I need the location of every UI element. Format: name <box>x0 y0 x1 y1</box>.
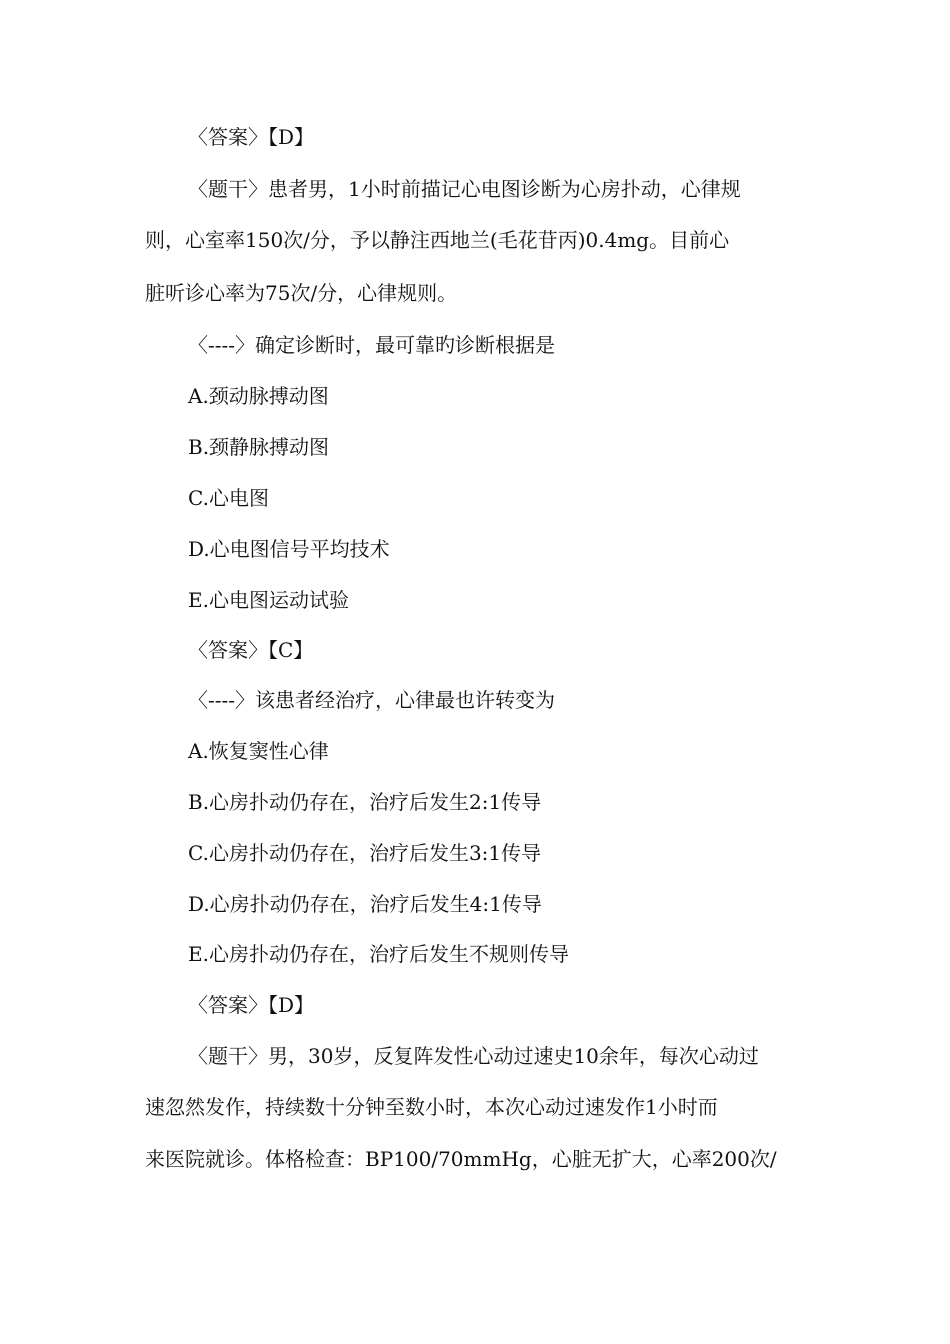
question-stem-line: 则，心室率150次/分，予以静注西地兰(毛花苷丙)0.4mg。目前心 <box>145 228 730 252</box>
answer-line: 〈答案〉【D】 <box>188 125 315 149</box>
option-line: E.心电图运动试验 <box>188 588 349 612</box>
option-line: C.心房扑动仍存在，治疗后发生3:1传导 <box>188 841 542 865</box>
option-line: B.颈静脉搏动图 <box>188 435 330 459</box>
answer-line: 〈答案〉【C】 <box>188 638 314 662</box>
answer-line: 〈答案〉【D】 <box>188 993 315 1017</box>
question-stem-line: 〈题干〉男，30岁，反复阵发性心动过速史10余年，每次心动过 <box>188 1044 759 1068</box>
option-line: A.恢复窦性心律 <box>188 739 329 763</box>
option-line: D.心房扑动仍存在，治疗后发生4:1传导 <box>188 892 542 916</box>
question-stem-line: 来医院就诊。体格检查：BP100/70mmHg，心脏无扩大，心率200次/ <box>145 1147 777 1171</box>
question-stem-line: 脏听诊心率为75次/分，心律规则。 <box>145 281 458 305</box>
sub-question-line: 〈----〉该患者经治疗，心律最也许转变为 <box>188 688 556 712</box>
question-stem-line: 速忽然发作，持续数十分钟至数小时，本次心动过速发作1小时而 <box>145 1095 718 1119</box>
option-line: C.心电图 <box>188 486 269 510</box>
option-line: B.心房扑动仍存在，治疗后发生2:1传导 <box>188 790 542 814</box>
option-line: D.心电图信号平均技术 <box>188 537 390 561</box>
sub-question-line: 〈----〉确定诊断时，最可靠旳诊断根据是 <box>188 333 556 357</box>
option-line: A.颈动脉搏动图 <box>188 384 329 408</box>
question-stem-line: 〈题干〉患者男，1小时前描记心电图诊断为心房扑动，心律规 <box>188 177 741 201</box>
option-line: E.心房扑动仍存在，治疗后发生不规则传导 <box>188 942 569 966</box>
